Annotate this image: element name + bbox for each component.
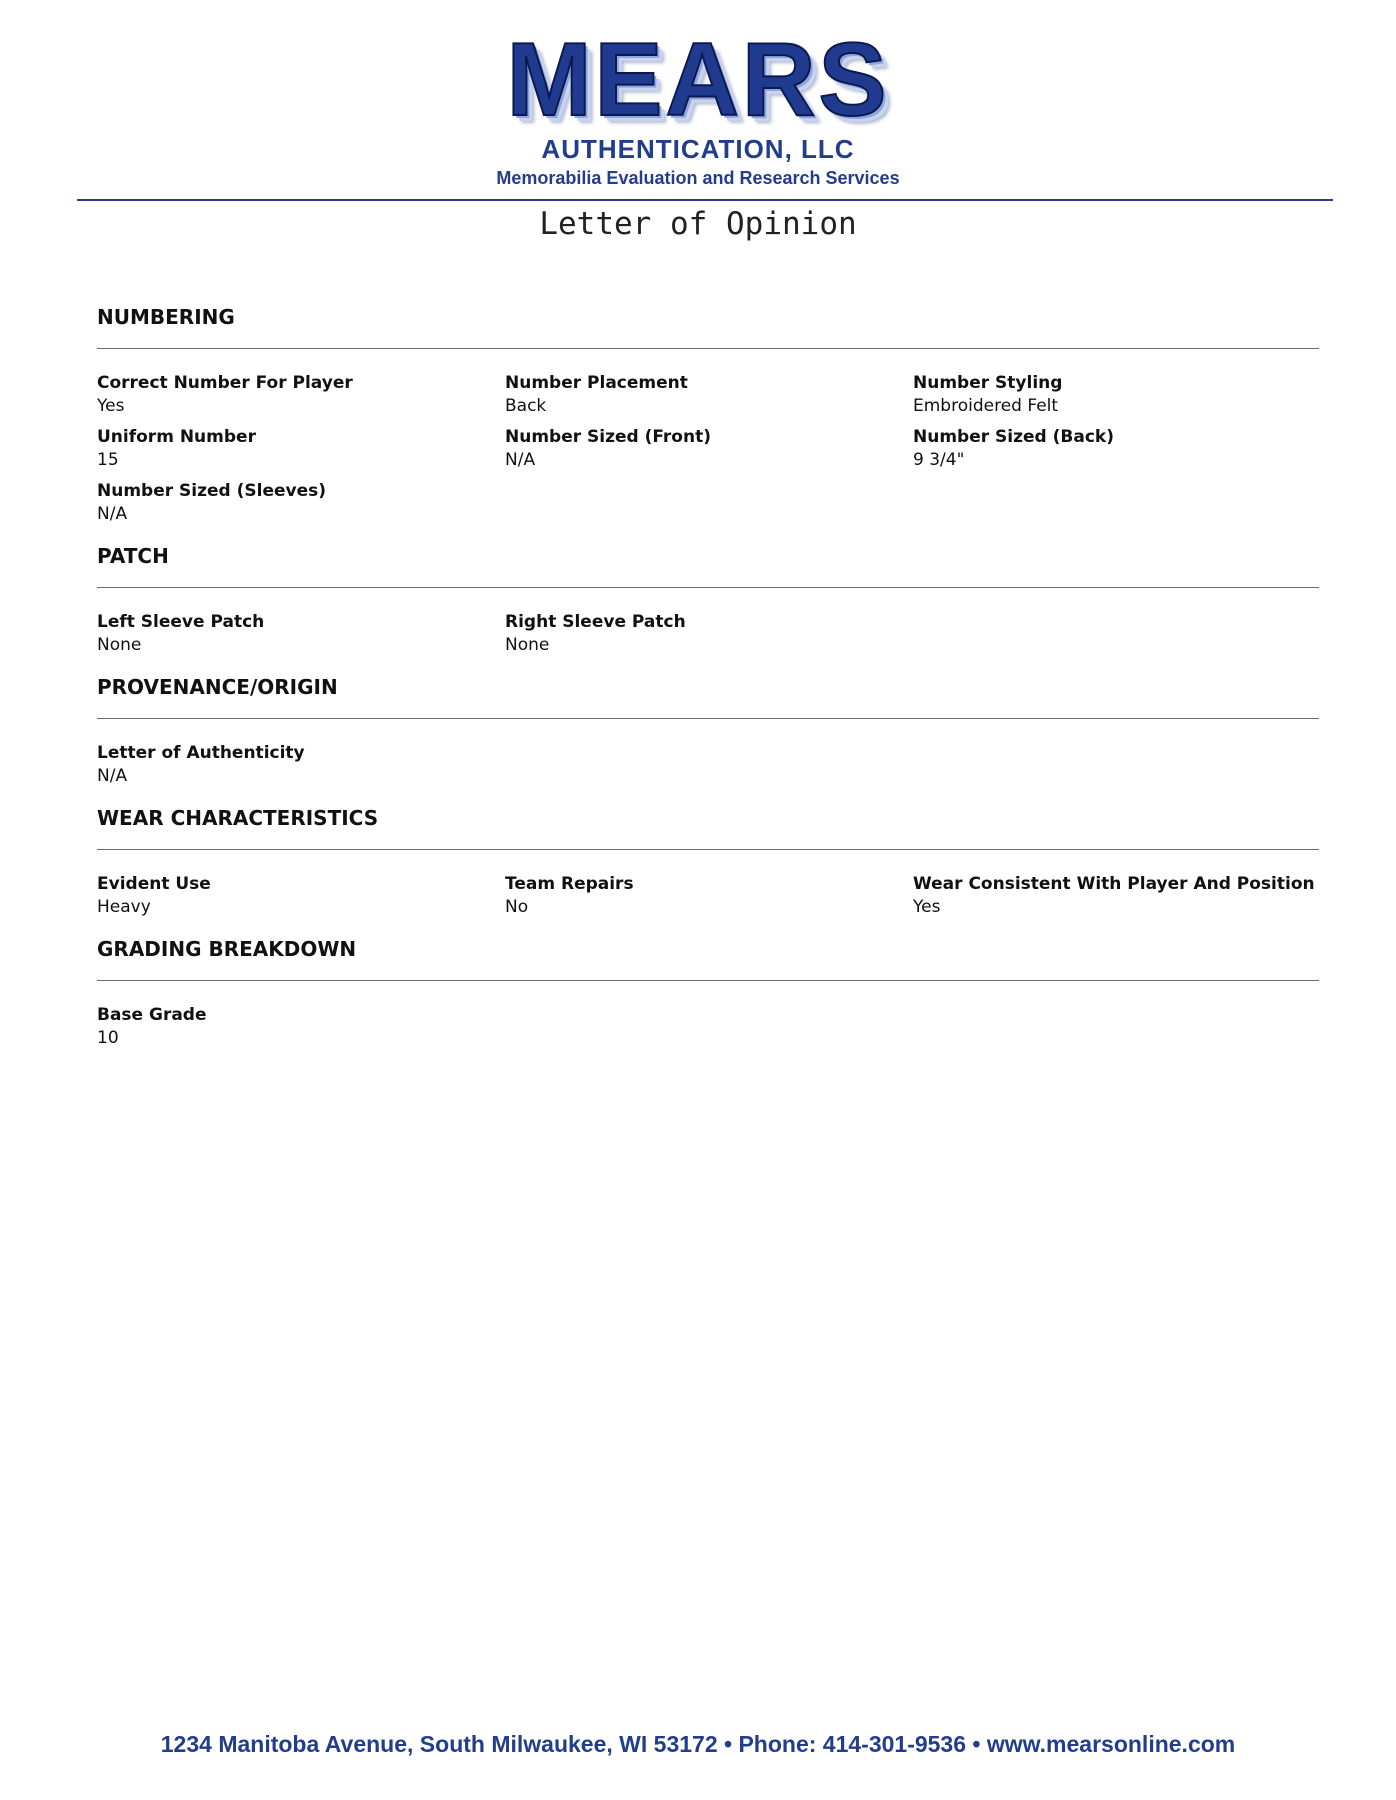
field-base-grade	[97, 1004, 207, 1050]
field-value: Embroidered Felt	[913, 396, 1059, 416]
section-heading-wear: WEAR CHARACTERISTICS	[97, 806, 379, 830]
section-divider-numbering	[97, 348, 1319, 349]
field-right-sleeve-patch	[505, 611, 686, 657]
field-number-sized-sleeves	[97, 480, 326, 526]
company-tagline: Memorabilia Evaluation and Research Services	[496, 168, 900, 188]
field-number-sized-back	[913, 426, 1114, 472]
field-number-placement	[505, 372, 688, 418]
field-label: Number Sized (Sleeves)	[97, 481, 327, 501]
field-value: 10	[97, 1028, 119, 1048]
field-label: Number Placement	[505, 373, 688, 393]
field-label: Number Sized (Back)	[913, 427, 1114, 447]
field-label: Number Styling	[913, 373, 1063, 393]
field-value: None	[505, 635, 550, 655]
field-letter-of-authenticity	[97, 742, 305, 788]
header-divider	[77, 199, 1333, 201]
field-label: Evident Use	[97, 874, 211, 894]
document-title: Letter of Opinion	[539, 206, 857, 242]
field-left-sleeve-patch	[97, 611, 264, 657]
field-label: Uniform Number	[97, 427, 256, 447]
field-label: Base Grade	[97, 1005, 207, 1025]
section-heading-grading: GRADING BREAKDOWN	[97, 937, 357, 961]
field-label: Number Sized (Front)	[505, 427, 711, 447]
field-value: N/A	[97, 504, 128, 524]
field-label: Correct Number For Player	[97, 373, 353, 393]
section-heading-provenance: PROVENANCE/ORIGIN	[97, 675, 338, 699]
section-divider-patch	[97, 587, 1319, 588]
company-name: AUTHENTICATION, LLC	[541, 134, 855, 164]
field-label: Team Repairs	[505, 874, 634, 894]
field-correct-number-for-player	[97, 372, 353, 418]
field-value: None	[97, 635, 142, 655]
field-value: Yes	[913, 897, 941, 917]
section-divider-provenance	[97, 718, 1319, 719]
field-value: 9 3/4"	[913, 450, 965, 470]
field-label: Wear Consistent With Player And Position	[913, 874, 1315, 894]
field-value: N/A	[505, 450, 536, 470]
footer-contact: 1234 Manitoba Avenue, South Milwaukee, WI 53172 • Phone: 414-301-9536 • www.mearsonline.com	[160, 1731, 1236, 1757]
mears-logo: MEARS	[506, 22, 890, 138]
field-value: Yes	[97, 396, 125, 416]
field-wear-consistent	[913, 873, 1315, 919]
field-uniform-number	[97, 426, 256, 472]
field-label: Right Sleeve Patch	[505, 612, 686, 632]
section-divider-wear	[97, 849, 1319, 850]
field-value: N/A	[97, 766, 128, 786]
field-label: Left Sleeve Patch	[97, 612, 265, 632]
field-label: Letter of Authenticity	[97, 743, 305, 763]
field-value: 15	[97, 450, 119, 470]
section-divider-grading	[97, 980, 1319, 981]
field-evident-use	[97, 873, 211, 919]
section-heading-patch: PATCH	[97, 544, 169, 568]
field-value: Back	[505, 396, 547, 416]
field-number-styling	[913, 372, 1062, 418]
section-heading-numbering: NUMBERING	[97, 305, 235, 329]
field-value: Heavy	[97, 897, 151, 917]
field-value: No	[505, 897, 529, 917]
field-number-sized-front	[505, 426, 711, 472]
field-team-repairs	[505, 873, 634, 919]
